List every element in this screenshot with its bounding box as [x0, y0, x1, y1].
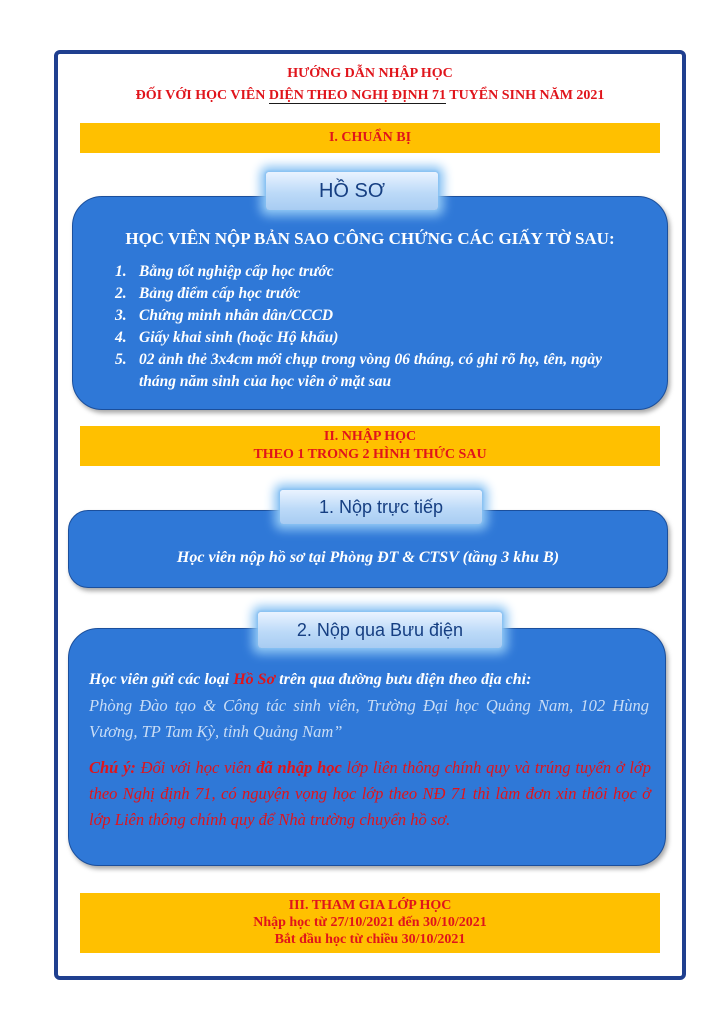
post-submission-card	[68, 628, 666, 866]
hoso-highlight: Hồ Sơ	[233, 671, 276, 688]
documents-tag: HỒ SƠ	[266, 172, 438, 210]
post-note: Chú ý: Đối với học viên đã nhập học lớp liên thông chính quy và trúng tuyển ở lớp theo Nghị định 71, có nguyện vọng học lớp theo NĐ 71 thì làm đơn xin thôi học ở lớp Liên thông chính quy để Nhà trường chuyển hồ sơ.	[89, 758, 651, 829]
enrollment-dates: Nhập học từ 27/10/2021 đến 30/10/2021	[253, 915, 487, 930]
list-item: 5. 02 ảnh thẻ 3x4cm mới chụp trong vòng 06 tháng, có ghi rõ họ, tên, ngày tháng năm sinh của học viên ở mặt sau	[115, 351, 603, 390]
post-intro: Học viên gửi các loại Hồ Sơ trên qua đường bưu điện theo địa chỉ:	[89, 671, 532, 688]
list-item: 1. Bằng tốt nghiệp cấp học trước	[115, 263, 334, 280]
section-2-band	[80, 426, 660, 466]
title-line-1: HƯỚNG DẪN NHẬP HỌC	[287, 66, 453, 81]
direct-submission-text: Học viên nộp hồ sơ tại Phòng ĐT & CTSV (tầng 3 khu B)	[176, 549, 560, 566]
section-2-title: II. NHẬP HỌC	[323, 429, 417, 444]
post-submission-tag: 2. Nộp qua Bưu điện	[258, 612, 502, 648]
title-line-2: ĐỐI VỚI HỌC VIÊN DIỆN THEO NGHỊ ĐỊNH 71 TUYỂN SINH NĂM 2021	[135, 88, 605, 103]
post-address: Phòng Đào tạo & Công tác sinh viên, Trường Đại học Quảng Nam, 102 Hùng Vương, TP Tam Kỳ, tỉnh Quảng Nam”	[89, 696, 649, 741]
documents-card	[72, 196, 668, 410]
list-item: 2. Bảng điểm cấp học trước	[115, 285, 301, 302]
title-decree-underlined: DIỆN THEO NGHỊ ĐỊNH 71	[268, 88, 446, 103]
documents-list	[107, 261, 641, 393]
list-item: 3. Chứng minh nhân dân/CCCD	[115, 307, 334, 324]
list-item: 4. Giấy khai sinh (hoặc Hộ khẩu)	[115, 329, 339, 346]
section-3-band	[80, 893, 660, 953]
note-emphasis: đã nhập học	[256, 758, 342, 777]
note-label: Chú ý:	[89, 758, 136, 777]
section-2-subtitle: THEO 1 TRONG 2 HÌNH THỨC SAU	[253, 447, 487, 462]
class-start-date: Bắt đầu học từ chiều 30/10/2021	[274, 932, 466, 947]
direct-submission-tag: 1. Nộp trực tiếp	[280, 490, 482, 524]
section-1-band: I. CHUẨN BỊ	[80, 123, 660, 153]
section-3-title: III. THAM GIA LỚP HỌC	[288, 898, 452, 913]
documents-heading: HỌC VIÊN NỘP BẢN SAO CÔNG CHỨNG CÁC GIẤY TỜ SAU:	[125, 229, 615, 248]
